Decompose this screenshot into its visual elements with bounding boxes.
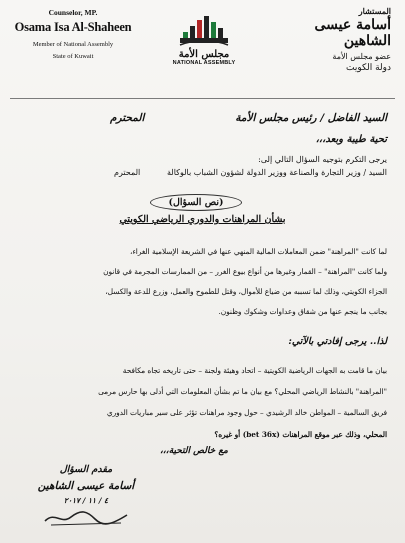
preamble-line: الجزاء الكويتي، وذلك لما تسببه من ضياع للأموال، وقتل للطموح والعمل، وزرع للدعة والكسل، xyxy=(105,287,387,296)
handwritten-signature-icon xyxy=(41,507,131,529)
submitter-label: مقدم السؤال xyxy=(59,464,113,475)
letterhead-member-en: Member of National Assembly xyxy=(32,41,114,48)
greeting: تحية طيبة وبعد،،، xyxy=(315,134,387,145)
letterhead-name-ar: أسامة عيسى الشاهين xyxy=(314,17,391,49)
assembly-emblem-icon xyxy=(178,12,230,48)
addressee: السيد الفاضل / رئيس مجلس الأمة xyxy=(235,112,387,124)
question-subject: بشأن المراهنات والدوري الرياضي الكويتي xyxy=(119,214,286,225)
signature-date: ٤ / ١١ / ٢٠١٧ xyxy=(63,496,109,505)
preamble-line: لما كانت "المراهنة" ضمن المعاملات المالية المنهي عنها في الشريعة الإسلامية الغراء، xyxy=(130,247,387,256)
letterhead-member-ar: عضو مجلس الأمة xyxy=(332,52,391,61)
letterhead-english xyxy=(14,8,132,60)
preamble-line: ولما كانت "المراهنة" – القمار وغيرها من أنواع بيوع الغرر – من الممارسات المجرمة في قانون xyxy=(103,267,387,276)
signature-block xyxy=(36,464,136,529)
letterhead-state-ar: دولة الكويت xyxy=(346,63,391,73)
letterhead-divider xyxy=(10,98,395,99)
addressee-line xyxy=(14,112,387,124)
letterhead-state-en: State of Kuwait xyxy=(52,53,94,60)
request-heading: لذا.. يرجى إفادتي بالآتي: xyxy=(288,336,387,347)
question-line: فريق السالمية – المواطن خالد الرشيدي – حول وجود مراهنات تؤثر على سير مباريات الدوري xyxy=(106,408,387,417)
question-line: المحلي، وذلك عبر موقع المراهنات (bet 36x) أو غيره؟ xyxy=(214,430,387,439)
letterhead-name-en: Osama Isa Al-Shaheen xyxy=(14,20,132,34)
closing: مع خالص التحية،،، xyxy=(160,446,228,456)
addressee-respected: المحترم xyxy=(110,112,145,124)
minister-respected: المحترم xyxy=(114,168,141,177)
question-label: (نص السؤال) xyxy=(150,194,242,211)
request-line-1: يرجى التكرم بتوجيه السؤال التالي إلى: xyxy=(258,155,387,164)
preamble-line: بجانب ما ينجم عنها من شقاق وعداوات وشكوك وظنون. xyxy=(218,307,387,316)
submitter-name: أسامة عيسى الشاهين xyxy=(37,480,135,492)
logo-english: NATIONAL ASSEMBLY xyxy=(172,60,236,66)
letterhead-role-ar: المستشار xyxy=(358,6,391,16)
request-line-2 xyxy=(14,168,387,177)
minister-title: السيد / وزير التجارة والصناعة ووزير الدولة لشؤون الشباب بالوكالة xyxy=(167,168,387,177)
question-line: "المراهنة" بالنشاط الرياضي المحلي؟ مع بيان ما تم بشأن المعلومات التي أدلى بها حارس مرمى xyxy=(98,387,387,396)
question-line: بيان ما قامت به الجهات الرياضية الكويتية – اتحاد وهيئة ولجنة – حتى تاريخه تجاه مكافحة xyxy=(122,366,387,375)
letterhead-arabic xyxy=(271,6,391,73)
national-assembly-logo xyxy=(172,12,236,66)
letterhead-role-en: Counselor, MP. xyxy=(48,8,98,17)
logo-arabic: مجلس الأمة xyxy=(178,49,230,60)
